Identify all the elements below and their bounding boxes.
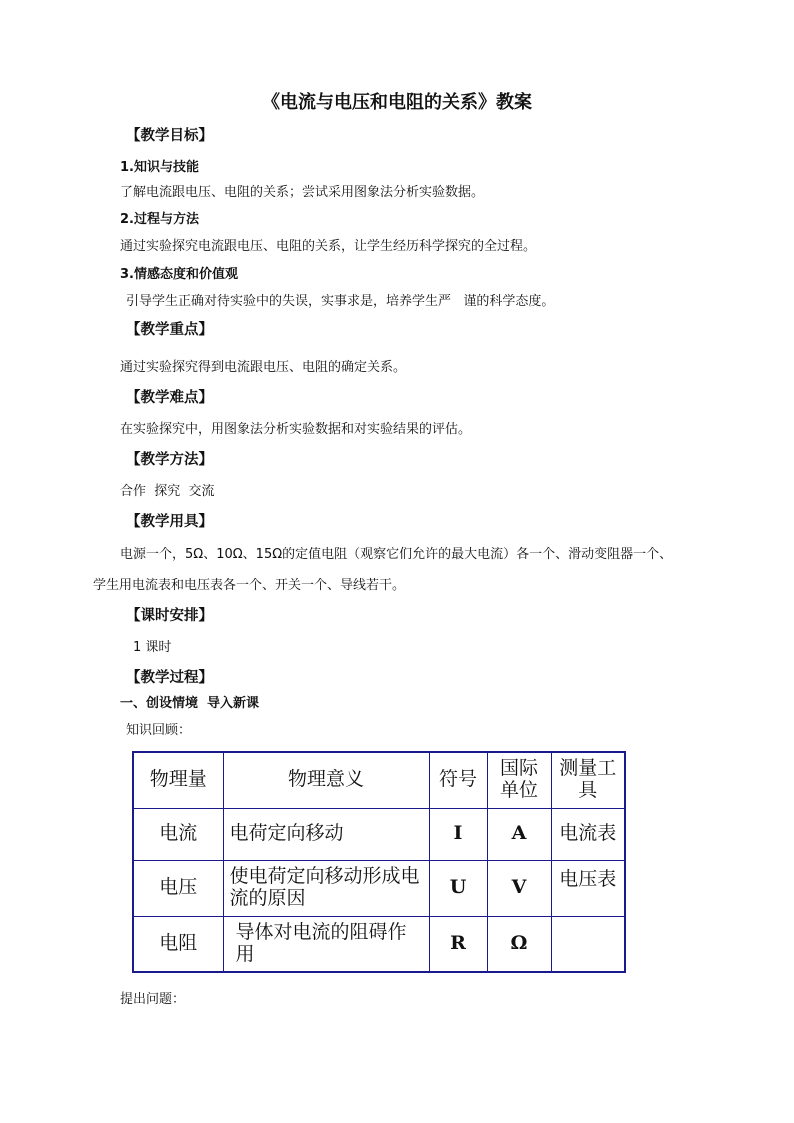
table-header-row [133,752,625,808]
schedule-text: 1 课时 [133,640,172,655]
section-goals: 【教学目标】 [126,128,213,144]
cell-meaning: 导体对电流的阻碍作用 [223,916,429,972]
method-text: 合作 探究 交流 [120,484,215,499]
section-difficulty: 【教学难点】 [126,390,213,406]
question-label: 提出问题： [120,992,186,1007]
table-row [133,808,625,860]
table-row [133,916,625,972]
cell-quantity: 电阻 [133,916,223,972]
cell-symbol: U [429,860,487,916]
section-method: 【教学方法】 [126,452,213,468]
cell-symbol: R [429,916,487,972]
header-symbol: 符号 [429,752,487,808]
table-row [133,860,625,916]
physics-quantity-table [132,751,626,973]
section-key: 【教学重点】 [126,322,213,338]
tools-line-1: 电源一个，5Ω、10Ω、15Ω的定值电阻（观察它们允许的最大电流）各一个、滑动变阻器一个、 [120,547,673,562]
section-tools: 【教学用具】 [126,514,213,530]
header-quantity: 物理量 [133,752,223,808]
difficulty-text: 在实验探究中，用图象法分析实验数据和对实验结果的评估。 [120,422,472,437]
review-label: 知识回顾： [126,723,192,738]
header-unit: 国际单位 [487,752,551,808]
cell-tool: 电流表 [551,808,625,860]
goal-2-heading: 2.过程与方法 [120,212,199,227]
goal-3-heading: 3.情感态度和价值观 [120,267,238,282]
goal-1-heading: 1.知识与技能 [120,160,199,175]
goal-3-text: 引导学生正确对待实验中的失误，实事求是，培养学生严 谨的科学态度。 [126,294,555,309]
cell-meaning: 电荷定向移动 [223,808,429,860]
goal-1-text: 了解电流跟电压、电阻的关系；尝试采用图象法分析实验数据。 [120,185,485,200]
part-1-heading: 一、创设情境 导入新课 [120,696,260,711]
cell-symbol: I [429,808,487,860]
cell-meaning: 使电荷定向移动形成电流的原因 [223,860,429,916]
cell-quantity: 电压 [133,860,223,916]
section-schedule: 【课时安排】 [126,608,213,624]
header-meaning: 物理意义 [223,752,429,808]
cell-unit: V [487,860,551,916]
cell-unit: A [487,808,551,860]
header-tool: 测量工具 [551,752,625,808]
cell-quantity: 电流 [133,808,223,860]
tools-line-2: 学生用电流表和电压表各一个、开关一个、导线若干。 [93,578,406,593]
key-text: 通过实验探究得到电流跟电压、电阻的确定关系。 [120,360,407,375]
cell-tool: 电压表 [551,860,625,916]
goal-2-text: 通过实验探究电流跟电压、电阻的关系，让学生经历科学探究的全过程。 [120,239,537,254]
cell-tool [551,916,625,972]
section-process: 【教学过程】 [126,670,213,686]
page-title: 《电流与电压和电阻的关系》教案 [262,92,532,113]
cell-unit: Ω [487,916,551,972]
